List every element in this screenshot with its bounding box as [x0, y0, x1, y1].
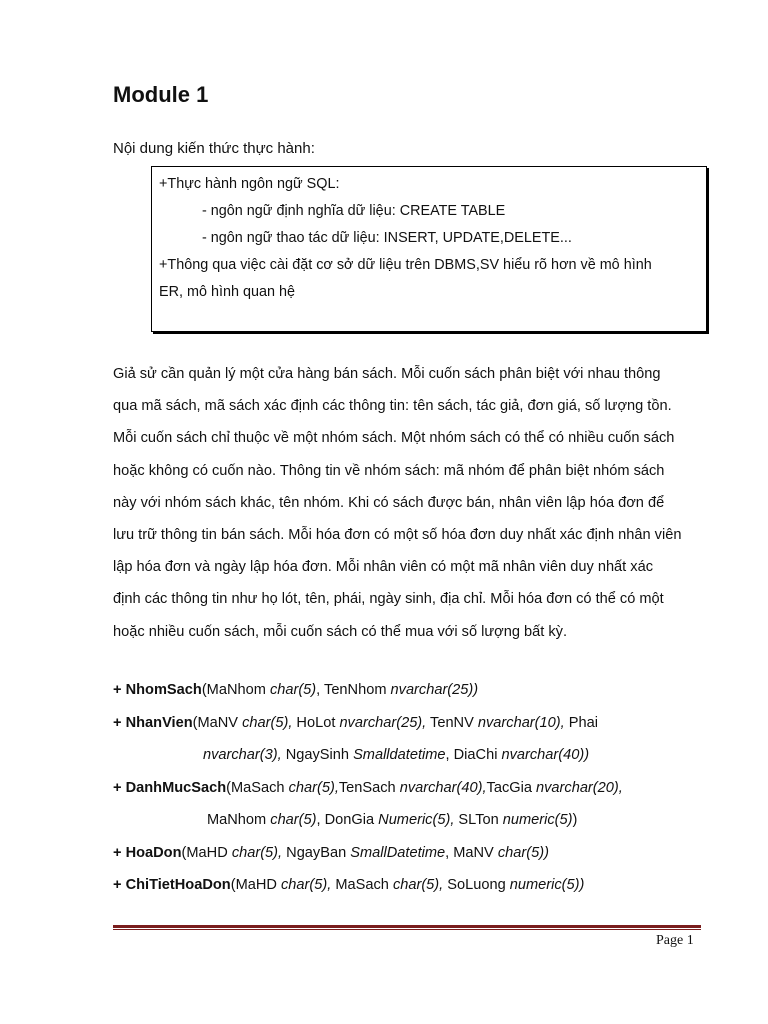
field: (MaHD [230, 877, 281, 893]
paragraph-line: qua mã sách, mã sách xác định các thông tin: tên sách, tác giả, đơn giá, số lượng tồn. [113, 398, 672, 415]
practice-content-box [151, 166, 707, 332]
field: , TenNhom [316, 682, 391, 698]
box-line: +Thông qua việc cài đặt cơ sở dữ liệu trên DBMS,SV hiểu rõ hơn về mô hình [159, 257, 652, 273]
paragraph-line: lập hóa đơn và ngày lập hóa đơn. Mỗi nhân viên có một mã nhân viên duy nhất xác [113, 559, 653, 576]
page-number: Page 1 [656, 933, 694, 948]
field-type: Smalldatetime [353, 747, 446, 763]
box-line: - ngôn ngữ thao tác dữ liệu: INSERT, UPDATE,DELETE... [202, 230, 572, 246]
field: ) [572, 812, 578, 828]
paragraph-line: hoặc không có cuốn nào. Thông tin về nhóm sách: mã nhóm để phân biệt nhóm sách [113, 462, 665, 479]
field: , DiaChi [445, 747, 502, 763]
table-name: DanhMucSach [125, 779, 227, 796]
field: TenNV [426, 714, 478, 731]
schema-prefix: + [113, 714, 126, 731]
table-name: NhanVien [125, 714, 193, 731]
page-title: Module 1 [113, 82, 209, 107]
paragraph-line: định các thông tin như họ lót, tên, phái, ngày sinh, địa chỉ. Mỗi hóa đơn có thể có một [113, 591, 664, 608]
schema-hoadon [113, 837, 723, 870]
box-line: +Thực hành ngôn ngữ SQL: [159, 176, 340, 192]
field-type: char(5) [269, 682, 317, 698]
field: (MaNhom [201, 682, 270, 698]
schema-danhmucsach [113, 772, 723, 805]
field-type: nvarchar(40)) [501, 747, 590, 763]
field: MaNhom [207, 812, 271, 828]
field: , DonGia [316, 812, 379, 828]
field: (MaNV [192, 714, 243, 731]
field: TacGia [486, 779, 537, 796]
field-type: char(5), [288, 779, 339, 796]
paragraph-line: hoặc nhiều cuốn sách, mỗi cuốn sách có thể mua với số lượng bất kỳ. [113, 623, 567, 640]
schema-danhmucsach-cont [113, 804, 723, 837]
footer-divider [113, 925, 701, 930]
field: MaSach [331, 877, 393, 893]
problem-description [113, 358, 713, 648]
field: (MaSach [226, 779, 289, 796]
field: , MaNV [445, 844, 498, 861]
field-type: nvarchar(40), [399, 779, 487, 796]
field-type: nvarchar(20), [536, 779, 623, 796]
field: SLTon [454, 812, 503, 828]
field: HoLot [292, 714, 340, 731]
table-name: NhomSach [125, 682, 202, 698]
field-type: nvarchar(10), [477, 714, 565, 731]
field: SoLuong [443, 877, 510, 893]
schema-prefix: + [113, 877, 126, 893]
schema-nhanvien-cont [113, 739, 723, 772]
table-name: ChiTietHoaDon [125, 877, 231, 893]
field-type: nvarchar(25)) [390, 682, 479, 698]
field: NgayBan [282, 844, 351, 861]
field: (MaHD [181, 844, 232, 861]
schema-prefix: + [113, 682, 126, 698]
schema-chitiethoadon [113, 869, 723, 902]
table-name: HoaDon [125, 844, 182, 861]
field: Phai [564, 714, 598, 731]
schema-prefix: + [113, 779, 126, 796]
field-type: numeric(5) [502, 812, 573, 828]
field: TenSach [338, 779, 400, 796]
paragraph-line: Giả sử cần quản lý một cửa hàng bán sách. Mỗi cuốn sách phân biệt với nhau thông [113, 366, 661, 382]
paragraph-line: lưu trữ thông tin bán sách. Mỗi hóa đơn có một số hóa đơn duy nhất xác định nhân viên [113, 526, 682, 543]
field-type: char(5), [392, 877, 444, 893]
field-type: SmallDatetime [350, 844, 446, 861]
paragraph-line: Mỗi cuốn sách chỉ thuộc về một nhóm sách. Một nhóm sách có thể có nhiều cuốn sách [113, 430, 675, 447]
footer-rule-thick [113, 925, 701, 928]
field-type: char(5), [231, 844, 283, 861]
field-type: char(5)) [497, 844, 549, 861]
field-type: numeric(5)) [509, 877, 585, 893]
field-type: nvarchar(3), [203, 747, 282, 763]
footer-rule-thin [113, 929, 701, 930]
field: NgaySinh [281, 747, 354, 763]
field-type: Numeric(5), [378, 812, 455, 828]
schema-prefix: + [113, 844, 126, 861]
field-type: nvarchar(25), [339, 714, 427, 731]
schema-nhomsach [113, 674, 723, 707]
box-line: ER, mô hình quan hệ [159, 284, 296, 300]
intro-text: Nội dung kiến thức thực hành: [113, 140, 315, 157]
box-line: - ngôn ngữ định nghĩa dữ liệu: CREATE TABLE [202, 203, 506, 219]
field-type: char(5), [242, 714, 293, 731]
field-type: char(5) [270, 812, 317, 828]
relational-schema [113, 674, 723, 902]
schema-nhanvien [113, 707, 723, 740]
field-type: char(5), [281, 877, 332, 893]
paragraph-line: này với nhóm sách khác, tên nhóm. Khi có sách được bán, nhân viên lập hóa đơn để [113, 494, 665, 511]
